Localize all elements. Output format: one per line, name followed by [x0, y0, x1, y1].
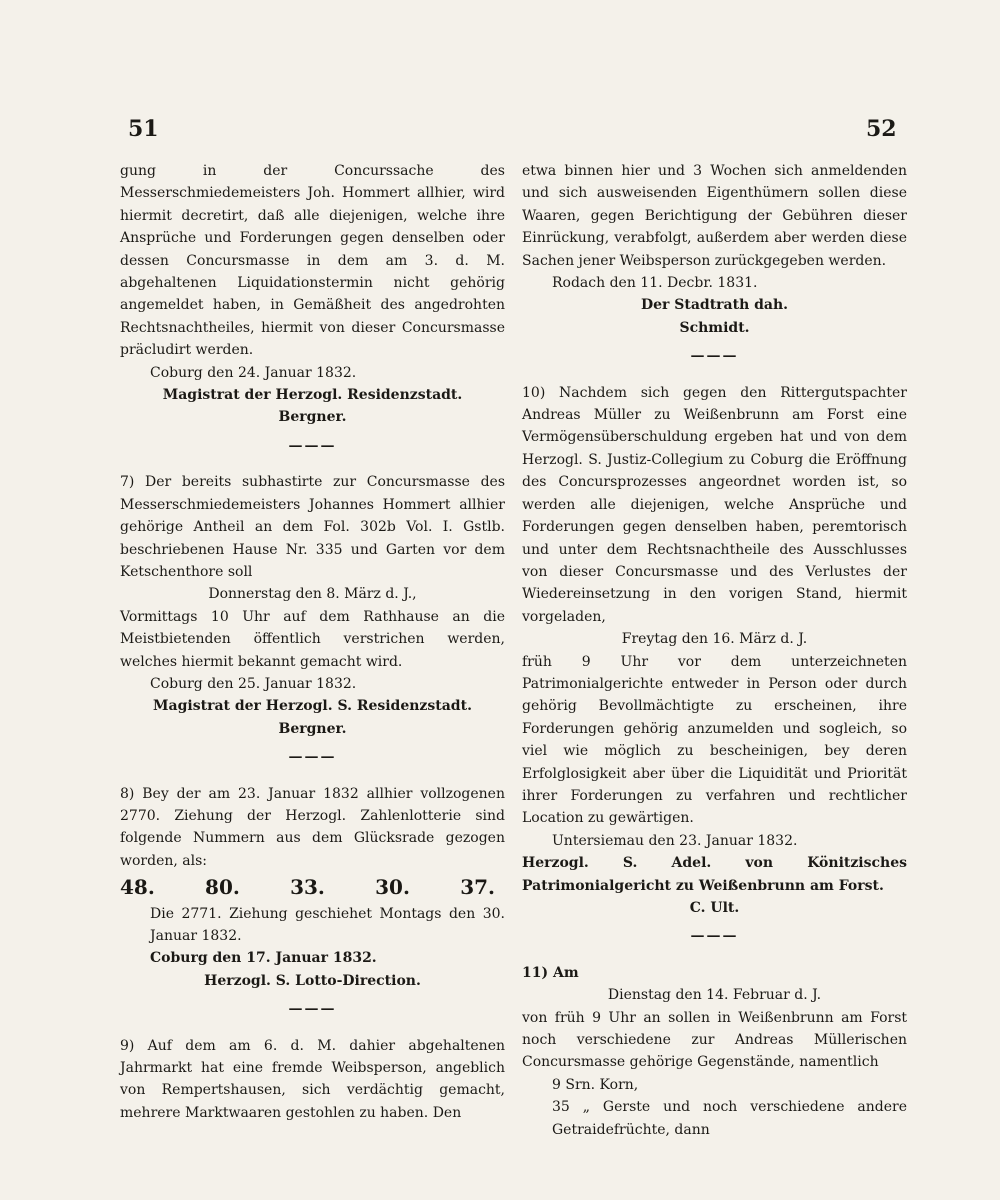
- notice-8-authority: Herzogl. S. Lotto-Direction.: [204, 972, 421, 989]
- notice-10-signature: C. Ult.: [689, 900, 740, 916]
- notice-7-date: Coburg den 25. Januar 1832.: [150, 675, 357, 692]
- notice-9-authority: Der Stadtrath dah.: [640, 297, 789, 314]
- notice-6-text: gung in der Concurssache des Messerschmiedemeisters Joh. Hommert allhier, wird hiermit decretirt, daß alle diejenigen, welche ihre Ansprüche und Forderungen gegen denselben oder dessen Concursmasse in dem am 3. d. M. abgehaltenen Liquidationstermin nicht gehörig angemeldet haben, in Gemäßheit des angedrohten Rechtsnachtheiles, hiermit von dieser Concursmasse präcludirt werden.: [120, 163, 505, 359]
- notice-9-signature: Schmidt.: [679, 319, 750, 336]
- divider: ———: [288, 1001, 337, 1018]
- notice-6-date: Coburg den 24. Januar 1832.: [150, 364, 357, 381]
- notice-11-item: 35 „ Gerste und noch verschiedene andere Getraidefrüchte, dann: [552, 1099, 907, 1138]
- notice-7-cont: Vormittags 10 Uhr auf dem Rathhause an die Meistbietenden öffentlich verstrichen werden, welches hiermit bekannt gemacht wird.: [120, 608, 505, 670]
- notice-6-authority: Magistrat der Herzogl. Residenzstadt.: [162, 387, 463, 404]
- divider: ———: [690, 348, 739, 365]
- notice-11-head: 11) Am: [522, 964, 579, 981]
- notice-11-text: von früh 9 Uhr an sollen in Weißenbrunn am Forst noch verschiedene zur Andreas Müllerischen Concursmasse gehörige Gegenstände, namentlich: [522, 1009, 907, 1071]
- notice-7-text: 7) Der bereits subhastirte zur Concursmasse des Messerschmiedemeisters Johannes Hommert allhier gehörige Antheil an dem Fol. 302b Vol. I. Gstlb. beschriebenen Hause Nr. 335 und Garten vor dem Ketschenthore soll: [120, 474, 505, 580]
- notice-10-text: 10) Nachdem sich gegen den Rittergutspachter Andreas Müller zu Weißenbrunn am Forst eine Vermögensüberschuldung ergeben hat und von dem Herzogl. S. Justiz-Collegium zu Coburg die Eröffnung des Concursprozesses angeordnet worden ist, so werden alle diejenigen, welche Ansprüche und Forderungen gegen denselben haben, peremtorisch und unter dem Rechtsnachtheile des Ausschlusses von dieser Concursmasse und des Verlustes der Wiedereinsetzung in den vorigen Stand, hiermit vorgeladen,: [522, 384, 907, 625]
- lottery-number: 30.: [375, 875, 410, 900]
- left-column: [120, 160, 505, 1124]
- divider: ———: [288, 749, 337, 766]
- lottery-number: 80.: [205, 875, 240, 900]
- notice-10-date: Untersiemau den 23. Januar 1832.: [552, 832, 798, 849]
- notice-8-next-draw: Die 2771. Ziehung geschiehet Montags den 30. Januar 1832.: [150, 905, 505, 944]
- notice-8-date: Coburg den 17. Januar 1832.: [150, 950, 377, 967]
- divider: ———: [288, 437, 337, 454]
- notice-7-day: Donnerstag den 8. März d. J.,: [208, 586, 417, 603]
- lottery-numbers: [120, 876, 505, 898]
- notice-10-day: Freytag den 16. März d. J.: [621, 631, 808, 648]
- notice-9-date: Rodach den 11. Decbr. 1831.: [552, 275, 758, 292]
- notice-6-signature: Bergner.: [278, 409, 347, 426]
- page-number-left: 51: [128, 116, 159, 142]
- notice-10-authority: Herzogl. S. Adel. von Könitzisches Patrimonialgericht zu Weißenbrunn am Forst.: [522, 855, 907, 894]
- page-number-right: 52: [866, 116, 897, 142]
- lottery-number: 37.: [460, 875, 495, 900]
- notice-8-text: 8) Bey der am 23. Januar 1832 allhier vollzogenen 2770. Ziehung der Herzogl. Zahlenlotterie sind folgende Nummern aus dem Glücksrade gezogen worden, als:: [120, 785, 505, 869]
- divider: ———: [690, 928, 739, 945]
- notice-7-authority: Magistrat der Herzogl. S. Residenzstadt.: [153, 698, 472, 715]
- notice-9-text: 9) Auf dem am 6. d. M. dahier abgehaltenen Jahrmarkt hat eine fremde Weibsperson, angeblich von Rempertshausen, sich verdächtig gemacht, mehrere Marktwaaren gestohlen zu haben. Den: [120, 1037, 505, 1121]
- notice-11-day: Dienstag den 14. Februar d. J.: [607, 987, 822, 1004]
- notice-7-signature: Bergner.: [278, 720, 347, 737]
- right-column: [522, 160, 907, 1141]
- notice-10-cont: früh 9 Uhr vor dem unterzeichneten Patrimonialgerichte entweder in Person oder durch gehörig Bevollmächtigte zu erscheinen, ihre Forderungen gehörig anzumelden und sogleich, so viel wie möglich zu bescheinigen, bey deren Erfolglosigkeit aber über die Liquidität und Priorität ihrer Forderungen zu verfahren und rechtlicher Location zu gewärtigen.: [522, 653, 907, 827]
- lottery-number: 33.: [290, 875, 325, 900]
- notice-11-item: 9 Srn. Korn,: [552, 1076, 639, 1093]
- lottery-number: 48.: [120, 875, 155, 900]
- notice-9-cont: etwa binnen hier und 3 Wochen sich anmeldenden und sich ausweisenden Eigenthümern sollen diese Waaren, gegen Berichtigung der Gebühren dieser Einrückung, verabfolgt, außerdem aber werden diese Sachen jener Weibsperson zurückgegeben werden.: [522, 163, 907, 269]
